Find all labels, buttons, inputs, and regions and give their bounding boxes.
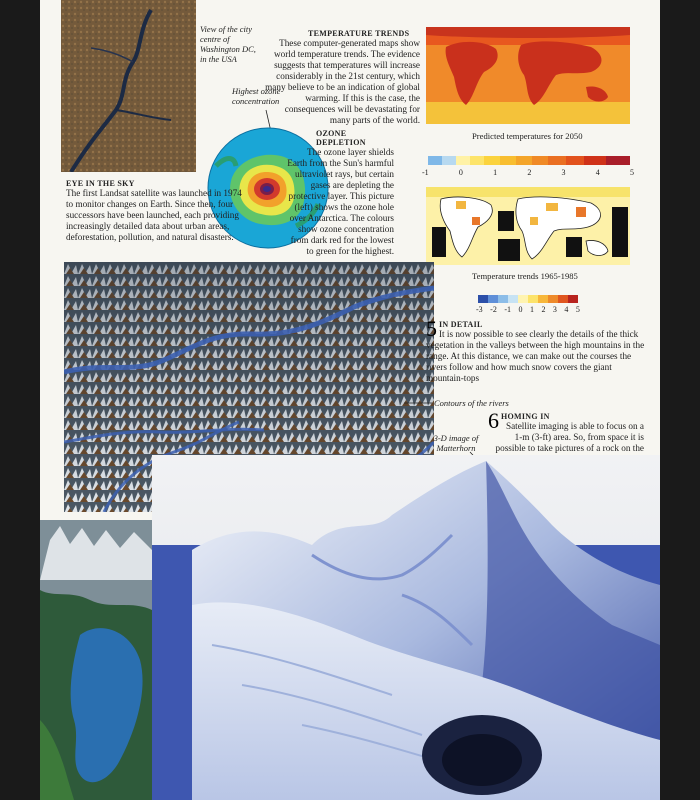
temperature-map-1965-1985 xyxy=(426,187,630,265)
scale2-tick: 0 xyxy=(518,305,523,314)
temperature-body: These computer-generated maps show world temperature trends. The evidence suggests that temperatures will increase considerably in the 21st century, which many believe to be an indication of global warming. If this is the case, the consequences will be devastating for many parts of the world. xyxy=(265,38,420,125)
temperature-heading: TEMPERATURE TRENDS xyxy=(308,29,410,38)
rivers-pointer-line xyxy=(404,400,434,406)
scale1-tick: 3 xyxy=(561,168,566,177)
ozone-heading: OZONE DEPLETION xyxy=(316,129,366,147)
eye-heading: EYE IN THE SKY xyxy=(66,179,135,188)
washington-satellite-image xyxy=(61,0,196,172)
section5-number: 5 xyxy=(426,316,437,341)
scale1-ticks xyxy=(422,168,634,177)
section5-body: It is now possible to see clearly the details of the thick vegetation in the valleys between the high mountains in the range. At this distance, we can make out the courses the rivers follow and how much snow covers the giant mountain-tops xyxy=(426,329,645,383)
section6-body: Satellite imaging is able to focus on a 1-m (3-ft) area. So, from space it is possible to take pictures of a rock on the xyxy=(495,421,644,453)
scale2-tick: -2 xyxy=(490,305,497,314)
matterhorn-label: 3-D image of Matterhorn xyxy=(433,433,479,453)
scale1-tick: 2 xyxy=(527,168,532,177)
scale1-tick: 4 xyxy=(595,168,600,177)
temperature-scale-1 xyxy=(428,156,630,165)
ozone-text-block xyxy=(286,129,394,257)
ozone-label: Highest ozone concentration xyxy=(232,86,281,106)
section5-block xyxy=(426,316,646,384)
eye-text-block xyxy=(66,179,246,243)
lake-satellite-image xyxy=(40,520,152,800)
section5-heading: IN DETAIL xyxy=(439,320,483,329)
section6-heading: HOMING IN xyxy=(501,412,550,421)
scale1-tick: 1 xyxy=(493,168,498,177)
scale2-ticks xyxy=(476,305,580,314)
scale2-tick: 5 xyxy=(575,305,580,314)
map1965-caption: Temperature trends 1965-1985 xyxy=(472,271,578,281)
ozone-body: The ozone layer shields Earth from the Sun's harmful ultraviolet rays, but certain gases are depleting the protective layer. This picture (left) shows the ozone hole over Antarctica. The colours show ozone concentration from dark red for the lowest to green for the highest. xyxy=(287,147,394,256)
scale1-tick: -1 xyxy=(422,168,429,177)
scale2-tick: -3 xyxy=(476,305,483,314)
scale1-tick: 0 xyxy=(458,168,463,177)
map2050-caption: Predicted temperatures for 2050 xyxy=(472,131,583,141)
scale2-tick: -1 xyxy=(504,305,511,314)
rivers-label: Contours of the rivers xyxy=(434,398,509,408)
temperature-text-block xyxy=(264,29,420,126)
eye-body: The first Landsat satellite was launched in 1974 to monitor changes on Earth. Since then, four successors have been launched, each providing increasingly detailed data about urban areas, deforestation, pollution, and natural disasters. xyxy=(66,188,242,242)
scale1-tick: 5 xyxy=(629,168,634,177)
scale2-tick: 1 xyxy=(529,305,534,314)
book-page xyxy=(40,0,660,800)
washington-caption: View of the city centre of Washington DC, in the USA xyxy=(200,24,256,64)
scale2-tick: 2 xyxy=(541,305,546,314)
section6-number: 6 xyxy=(488,408,499,433)
scale2-tick: 4 xyxy=(564,305,569,314)
matterhorn-3d-image xyxy=(152,455,660,800)
temperature-map-2050 xyxy=(426,27,630,124)
scale2-tick: 3 xyxy=(552,305,557,314)
temperature-scale-2 xyxy=(478,295,578,303)
